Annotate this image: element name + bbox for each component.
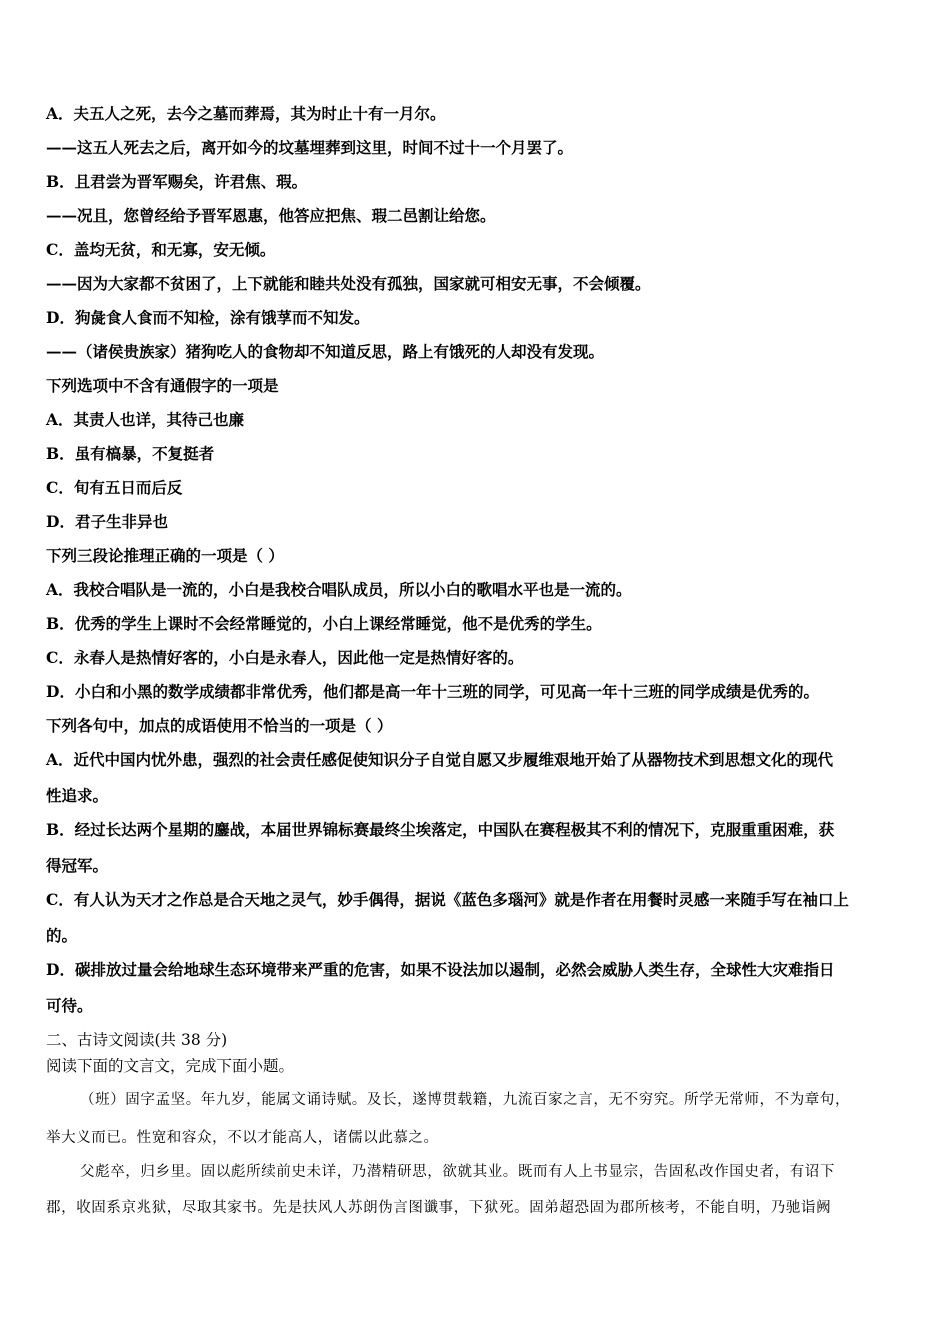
passage-line: （班）固字孟坚。年九岁，能属文诵诗赋。及长，遂博贯载籍，九流百家之言，无不穷究。所学无常师，不为章句， [80,1092,851,1108]
q2-stem: 下列选项中不含有通假字的一项是 [46,376,279,395]
q4-option-c-cont: 的。 [46,926,78,945]
q4-option-c: C．有人认为天才之作总是合天地之灵气，妙手偶得，据说《蓝色多瑙河》就是作者在用餐时灵感一来随手写在袖口上 [46,890,849,909]
section-heading: 二、古诗文阅读(共 38 分) [46,1031,228,1049]
q2-option-d: D．君子生非异也 [46,512,168,531]
q4-option-a: A．近代中国内忧外患，强烈的社会责任感促使知识分子自觉自愿又步履维艰地开始了从器物技术到思想文化的现代 [46,750,834,769]
q1-option-b: B．且君尝为晋军赐矣，许君焦、瑕。 [46,172,308,191]
q1-option-d-translation: ——（诸侯贵族家）猪狗吃人的食物却不知道反思，路上有饿死的人却没有发现。 [46,342,605,361]
q4-option-b: B．经过长达两个星期的鏖战，本届世界锦标赛最终尘埃落定，中国队在赛程极其不利的情况下，克服重重困难，获 [46,820,835,839]
q2-option-b: B．虽有槁暴，不复挺者 [46,444,215,463]
q3-option-a: A．我校合唱队是一流的，小白是我校合唱队成员，所以小白的歌唱水平也是一流的。 [46,580,632,599]
passage-line: 郡，收固系京兆狱，尽取其家书。先是扶风人苏朗伪言图谶事，下狱死。固弟超恐固为郡所核考，不能自明，乃驰诣阙 [46,1200,832,1216]
q4-option-d: D．碳排放过量会给地球生态环境带来严重的危害，如果不设法加以遏制，必然会威胁人类生存，全球性大灾难指日 [46,960,835,979]
q3-stem: 下列三段论推理正确的一项是（ ） [46,546,284,565]
q1-option-a-translation: ——这五人死去之后，离开如今的坟墓埋葬到这里，时间不过十一个月罢了。 [46,138,574,157]
q2-option-a: A．其责人也详，其待己也廉 [46,410,245,429]
q4-option-b-cont: 得冠军。 [46,856,109,875]
q3-option-c: C．永春人是热情好客的，小白是永春人，因此他一定是热情好客的。 [46,648,524,667]
passage-line: 父彪卒，归乡里。固以彪所续前史未详，乃潜精研思，欲就其业。既而有人上书显宗，告固私改作国史者，有诏下 [80,1164,835,1180]
q1-option-d: D．狗彘食人食而不知检，涂有饿莩而不知发。 [46,308,370,327]
q1-option-b-translation: ——况且，您曾经给予晋军恩惠，他答应把焦、瑕二邑割让给您。 [46,206,496,225]
q4-stem: 下列各句中，加点的成语使用不恰当的一项是（ ） [46,716,393,735]
q4-option-d-cont: 可待。 [46,996,93,1015]
passage-line: 举大义而已。性宽和容众，不以才能高人，诸儒以此慕之。 [46,1130,439,1146]
q1-option-c: C．盖均无贫，和无寡，安无倾。 [46,240,276,259]
q3-option-b: B．优秀的学生上课时不会经常睡觉的，小白上课经常睡觉，他不是优秀的学生。 [46,614,602,633]
section-instruction: 阅读下面的文言文，完成下面小题。 [46,1057,295,1075]
q1-option-c-translation: ——因为大家都不贫困了，上下就能和睦共处没有孤独，国家就可相安无事，不会倾覆。 [46,274,651,293]
q3-option-d: D．小白和小黑的数学成绩都非常优秀，他们都是高一年十三班的同学，可见高一年十三班的同学成绩是优秀的。 [46,682,819,701]
q4-option-a-cont: 性追求。 [46,786,109,805]
q2-option-c: C．旬有五日而后反 [46,478,183,497]
q1-option-a: A．夫五人之死，去今之墓而葬焉，其为时止十有一月尔。 [46,104,446,123]
